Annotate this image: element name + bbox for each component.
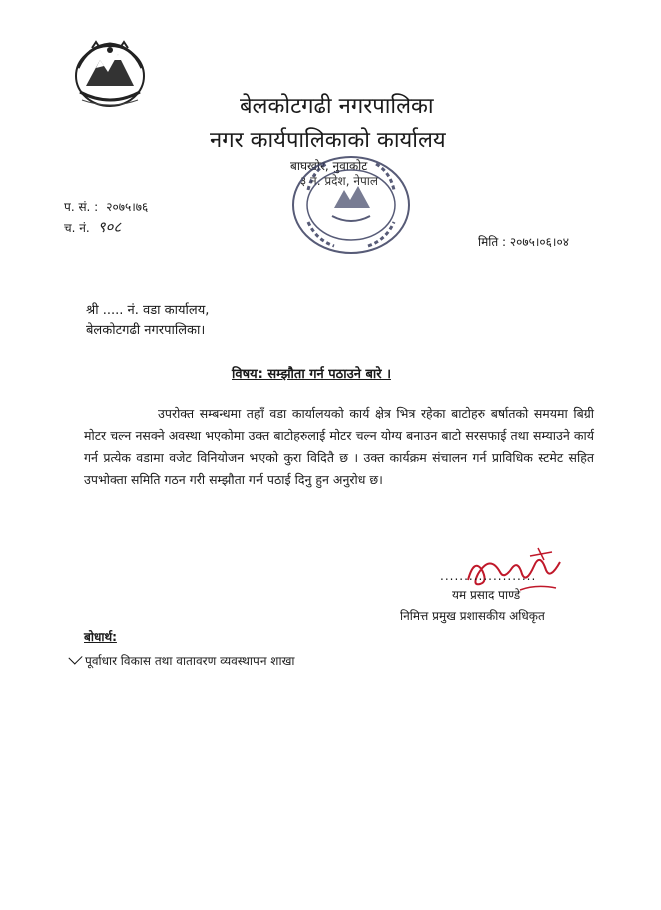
cc-item-text: पूर्वाधार विकास तथा वातावरण व्यवस्थापन शाखा bbox=[85, 654, 295, 668]
office-address: बाघखोर, नुवाकोट bbox=[290, 159, 368, 173]
chalani-number-label: च. नं. bbox=[64, 221, 90, 235]
chalani-number-value: ९०८ bbox=[97, 218, 122, 236]
recipient-line-1: श्री ..... नं. वडा कार्यालय, bbox=[86, 303, 210, 318]
chalani-number bbox=[64, 217, 121, 237]
letter-date bbox=[478, 233, 569, 250]
patra-sankhya bbox=[64, 198, 148, 215]
signatory-name: यम प्रसाद पाण्डे bbox=[452, 588, 521, 602]
recipient-line-2: बेलकोटगढी नगरपालिका। bbox=[86, 323, 206, 338]
signatory-title: निमित्त प्रमुख प्रशासकीय अधिकृत bbox=[400, 609, 545, 623]
check-mark-icon bbox=[68, 650, 82, 664]
date-value: २०७५।०६।०४ bbox=[509, 235, 569, 249]
office-name: नगर कार्यपालिकाको कार्यालय bbox=[210, 128, 446, 153]
date-label: मिति : bbox=[478, 235, 507, 249]
patra-sankhya-label: प. सं. : bbox=[64, 200, 99, 214]
cc-label: बोधार्थ: bbox=[84, 630, 117, 644]
patra-sankhya-value: २०७५।७६ bbox=[106, 200, 149, 214]
signature-line: .................... bbox=[440, 569, 537, 583]
office-province: ३ नं. प्रदेश, नेपाल bbox=[300, 174, 379, 188]
letter-subject: विषय: सम्झौता गर्न पठाउने बारे । bbox=[232, 367, 391, 382]
office-seal-stamp bbox=[286, 150, 416, 260]
municipality-name: बेलकोटगढी नगरपालिका bbox=[240, 94, 434, 119]
nepal-government-emblem-icon bbox=[68, 38, 152, 110]
cc-item bbox=[70, 652, 295, 669]
letter-body: उपरोक्त सम्बन्धमा तहाँ वडा कार्यालयको कार्य क्षेत्र भित्र रहेका बाटोहरु बर्षातको समयमा बिग्री मोटर चल्न नसक्ने अवस्था भएकोमा उक्त बाटोहरुलाई मोटर चल्न योग्य बनाउन बाटो सरसफाई तथा सम्याउने कार्य गर्न प्रत्येक वडामा वजेट विनियोजन भएको कुरा विदितै छ । उक्त कार्यक्रम संचालन गर्न प्राविधिक स्टमेट सहित उपभोक्ता समिति गठन गरी सम्झौता गर्न पठाई दिनु हुन अनुरोध छ। bbox=[84, 406, 594, 487]
